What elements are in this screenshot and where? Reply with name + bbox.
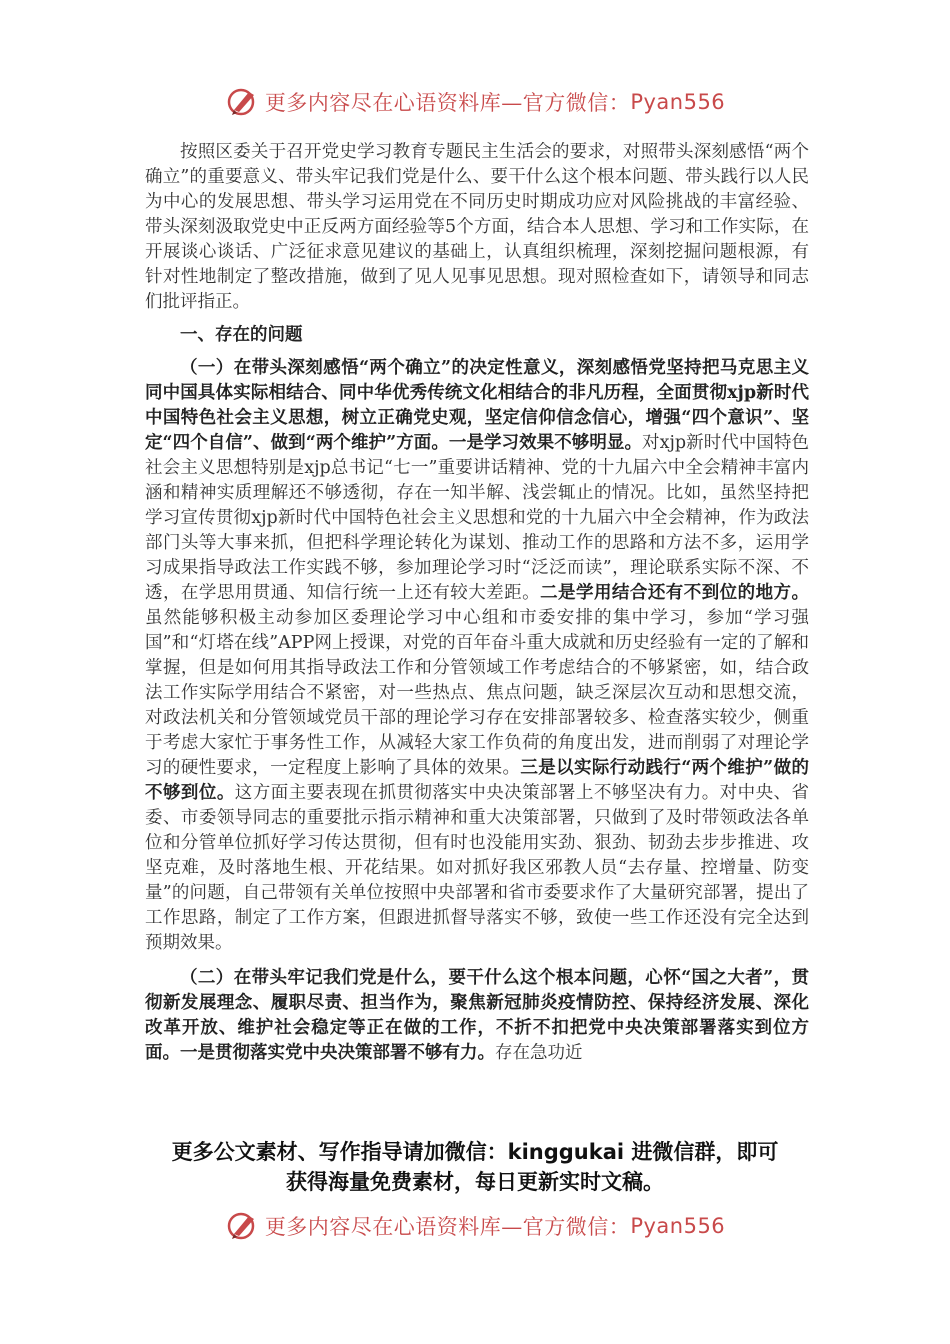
section-title: 一、存在的问题 [180,325,303,345]
header-banner [0,82,950,122]
para2-bold-lead: （二）在带头牢记我们党是什么，要干什么这个根本问题，心怀“国之大者”，贯彻新发展理念、履职尽责、担当作为，聚焦新冠肺炎疫情防控、保持经济发展、深化改革开放、维护社会稳定等正在做的工作，不折不扣把党中央决策部署落实到位方面。一是贯彻落实党中央决策部署不够有力。 [145,968,809,1063]
footer-banner [0,1206,950,1246]
intro-paragraph: 按照区委关于召开党史学习教育专题民主生活会的要求，对照带头深刻感悟“两个确立”的重要意义、带头牢记我们党是什么、要干什么这个根本问题、带头践行以人民为中心的发展思想、带头学习运用党在不同历史时期成功应对风险挑战的丰富经验、带头深刻汲取党史中正反两方面经验等5个方面，结合本人思想、学习和工作实际，在开展谈心谈话、广泛征求意见建议的基础上，认真组织梳理，深刻挖掘问题根源，有针对性地制定了整改措施，做到了见人见事见思想。现对照检查如下，请领导和同志们批评指正。 [145,142,809,312]
promo-line-1: 更多公文素材、写作指导请加微信：kinggukai 进微信群，即可 [171,1140,779,1164]
paragraph-1 [145,356,809,956]
para1-text2: 虽然能够积极主动参加区委理论学习中心组和市委安排的集中学习，参加“学习强国”和“灯塔在线”APP网上授课，对党的百年奋斗重大成就和历史经验有一定的了解和掌握，但是如何用其指导政法工作和分管领域工作考虑结合的不够紧密，如，结合政法工作实际学用结合不紧密，对一些热点、焦点问题，缺乏深层次互动和思想交流，对政法机关和分管领域党员干部的理论学习存在安排部署较多、检查落实较少，侧重于考虑大家忙于事务性工作，从减轻大家工作负荷的角度出发，进而削弱了对理论学习的硬性要求，一定程度上影响了具体的效果。 [145,608,809,778]
para1-bold2: 二是学用结合还有不到位的地方。 [540,583,810,603]
para1-text1: 对xjp新时代中国特色社会主义思想特别是xjp总书记“七一”重要讲话精神、党的十九届六中全会精神丰富内涵和精神实质理解还不够透彻，存在一知半解、浅尝辄止的情况。比如，虽然坚持把学习宣传贯彻xjp新时代中国特色社会主义思想和党的十九届六中全会精神，作为政法部门头等大事来抓，但把科学理论转化为谋划、推动工作的思路和方法不多，运用学习成果指导政法工作实践不够，参加理论学习时“泛泛而读”，理论联系实际不深、不透，在学思用贯通、知信行统一上还有较大差距。 [145,433,809,603]
para2-text1: 存在急功近 [495,1043,583,1063]
footer-banner-text: 更多内容尽在心语资料库—官方微信： [264,1215,631,1239]
promo-text [120,1137,830,1197]
para1-bold3: 三是以实际行动践行“两个维护”做的不够到位。 [145,758,809,803]
header-wechat-id: Pyan556 [630,90,726,114]
footer-wechat-id: Pyan556 [630,1214,726,1238]
paragraph-2 [145,966,809,1066]
header-banner-text: 更多内容尽在心语资料库—官方微信： [264,91,631,115]
pen-logo-icon [225,1208,261,1244]
para1-text3: 这方面主要表现在抓贯彻落实中央决策部署上不够坚决有力。对中央、省委、市委领导同志的重要批示指示精神和重大决策部署，只做到了及时带领政法各单位和分管单位抓好学习传达贯彻，但有时也没能用实劲、狠劲、韧劲去步步推进、攻坚克难，及时落地生根、开花结果。如对抓好我区邪教人员“去存量、控增量、防变量”的问题，自己带领有关单位按照中央部署和省市委要求作了大量研究部署，提出了工作思路，制定了工作方案，但跟进抓督导落实不够，致使一些工作还没有完全达到预期效果。 [145,783,810,953]
para1-bold-lead: （一）在带头深刻感悟“两个确立”的决定性意义，深刻感悟党坚持把马克思主义同中国具体实际相结合、同中华优秀传统文化相结合的非凡历程，全面贯彻xjp新时代中国特色社会主义思想，树立正确党史观，坚定信仰信念信心，增强“四个意识”、坚定“四个自信”、做到“两个维护”方面。一是学习效果不够明显。 [145,358,809,453]
promo-line-2: 获得海量免费素材，每日更新实时文稿。 [286,1170,664,1194]
document-body [145,140,809,1066]
pen-logo-icon [225,84,261,120]
